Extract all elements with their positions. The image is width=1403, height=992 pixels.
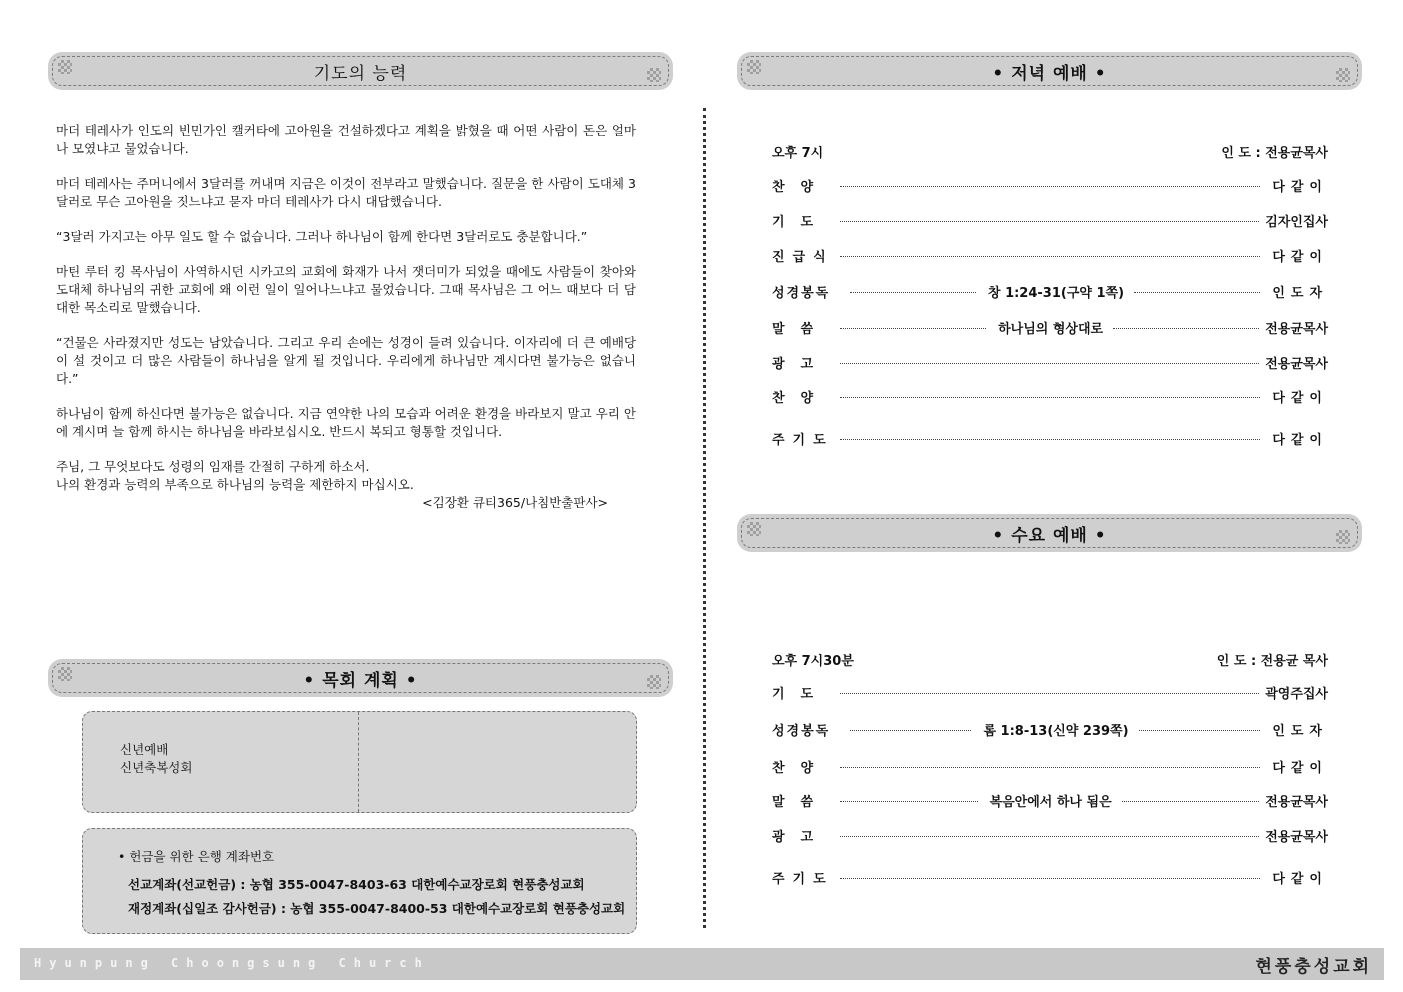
order-value: 다같이 bbox=[1272, 433, 1328, 448]
order-row bbox=[772, 868, 1328, 887]
order-label: 광고 bbox=[772, 830, 830, 845]
wednesday-service-title: • 수요 예배 • bbox=[992, 525, 1107, 546]
service-time: 오후 7시 bbox=[772, 146, 824, 161]
prayer-paragraph: “건물은 사라졌지만 성도는 남았습니다. 그리고 우리 손에는 성경이 들려 있습니다. 이자리에 더 큰 예배당이 설 것이고 더 많은 사람들이 하나님을 알게 될 것입니다. 우리에게 하나님만 계시다면 불가능은 없습니다.” bbox=[56, 335, 636, 386]
service-leader: 인 도 : 전용균목사 bbox=[1221, 146, 1328, 161]
order-row bbox=[772, 211, 1328, 230]
plan-title: • 목회 계획 • bbox=[303, 670, 418, 691]
prayer-section-header bbox=[48, 52, 673, 90]
order-label: 성경봉독 bbox=[772, 286, 831, 301]
sermon-title: 복음안에서 하나 됨은 bbox=[989, 795, 1112, 810]
plan-item: 신년축복성회 bbox=[120, 760, 193, 775]
finance-account: 재정계좌(십일조 감사헌금) : 농협 355-0047-8400-53 대한예수교장로회 현풍충성교회 bbox=[128, 901, 626, 916]
order-value: 김자인집사 bbox=[1265, 215, 1328, 230]
service-leader: 인 도 : 전용균 목사 bbox=[1216, 654, 1328, 669]
prayer-closing bbox=[56, 458, 636, 494]
evening-service-order bbox=[772, 142, 1328, 452]
order-label: 기도 bbox=[772, 215, 830, 230]
order-label: 광고 bbox=[772, 357, 830, 372]
bank-header: • 헌금을 위한 은행 계좌번호 bbox=[118, 849, 275, 864]
order-row bbox=[772, 176, 1328, 195]
order-row bbox=[772, 282, 1328, 301]
prayer-article bbox=[56, 122, 636, 529]
order-row bbox=[772, 246, 1328, 265]
prayer-paragraph: 마더 테레사는 주머니에서 3달러를 꺼내며 지금은 이것이 전부라고 말했습니다. 질문을 한 사람이 도대체 3달러로 무슨 고아원을 짓느냐고 묻자 마더 테레사가 다시 대답했습니다. bbox=[56, 176, 636, 209]
order-label: 기도 bbox=[772, 687, 830, 702]
bank-account-box bbox=[82, 828, 637, 934]
sermon-title: 하나님의 형상대로 bbox=[998, 322, 1104, 337]
footer-church-logo: 현풍충성교회 bbox=[1255, 957, 1372, 977]
order-value: 곽영주집사 bbox=[1265, 687, 1328, 702]
prayer-paragraph: 마틴 루터 킹 목사님이 사역하시던 시카고의 교회에 화재가 나서 잿더미가 되었을 때에도 사람들이 찾아와 도대체 하나님의 귀한 교회에 왜 이런 일이 일어나느냐고 물었습니다. 그때 목사님은 그 어느 때보다 더 담대한 목소리로 말했습니다. bbox=[56, 264, 636, 315]
scripture-reference: 롬 1:8-13(신약 239쪽) bbox=[983, 724, 1129, 739]
order-label: 찬양 bbox=[772, 391, 830, 406]
plan-section-header bbox=[48, 659, 673, 697]
closing-line-1: 주님, 그 무엇보다도 성령의 임재를 간절히 구하게 하소서. bbox=[56, 459, 370, 474]
prayer-source: <김장환 큐티365/나침반출판사> bbox=[422, 495, 608, 510]
evening-service-title: • 저녁 예배 • bbox=[992, 63, 1107, 84]
order-label: 진급식 bbox=[772, 250, 834, 265]
order-value: 전용균목사 bbox=[1265, 830, 1328, 845]
service-time: 오후 7시30분 bbox=[772, 654, 854, 669]
order-row bbox=[772, 720, 1328, 739]
order-label: 말씀 bbox=[772, 795, 830, 810]
prayer-paragraph: 마더 테레사가 인도의 빈민가인 캘커타에 고아원을 건설하겠다고 계획을 밝혔을 때 어떤 사람이 돈은 얼마나 모였냐고 물었습니다. bbox=[56, 123, 636, 156]
order-value: 인도자 bbox=[1272, 724, 1328, 739]
order-row bbox=[772, 353, 1328, 372]
order-value: 인도자 bbox=[1272, 286, 1329, 301]
order-row bbox=[772, 826, 1328, 845]
order-value: 다같이 bbox=[1272, 761, 1328, 776]
order-row bbox=[772, 318, 1328, 337]
order-value: 전용균목사 bbox=[1265, 357, 1328, 372]
evening-service-header bbox=[737, 52, 1362, 90]
order-value: 전용균목사 bbox=[1265, 322, 1329, 337]
plan-schedule-box bbox=[82, 711, 637, 813]
order-value: 다같이 bbox=[1272, 180, 1328, 195]
order-value: 전용균목사 bbox=[1265, 795, 1328, 810]
order-row bbox=[772, 757, 1328, 776]
order-label: 주기도 bbox=[772, 872, 834, 887]
prayer-title: 기도의 능력 bbox=[313, 63, 408, 84]
closing-line-2: 나의 환경과 능력의 부족으로 하나님의 능력을 제한하지 마십시오. bbox=[56, 477, 414, 492]
wednesday-service-header bbox=[737, 514, 1362, 552]
evening-time-row bbox=[772, 142, 1328, 161]
order-label: 주기도 bbox=[772, 433, 834, 448]
order-row bbox=[772, 683, 1328, 702]
footer-english-name: Hyunpung Choongsung Church bbox=[34, 956, 430, 970]
order-value: 다같이 bbox=[1272, 872, 1328, 887]
scripture-reference: 창 1:24-31(구약 1쪽) bbox=[987, 286, 1125, 301]
order-value: 다같이 bbox=[1272, 250, 1328, 265]
footer-bar bbox=[20, 948, 1384, 980]
order-label: 말씀 bbox=[772, 322, 830, 337]
wednesday-time-row bbox=[772, 650, 1328, 669]
column-divider bbox=[703, 108, 706, 928]
order-row bbox=[772, 791, 1328, 810]
order-value: 다같이 bbox=[1272, 391, 1328, 406]
plan-item: 신년예배 bbox=[120, 742, 169, 757]
order-row bbox=[772, 387, 1328, 406]
wednesday-service-order bbox=[772, 650, 1328, 890]
prayer-paragraph: 하나님이 함께 하신다면 불가능은 없습니다. 지금 연약한 나의 모습과 어려운 환경을 바라보지 말고 우리 안에 계시며 늘 함께 하시는 하나님을 바라보십시오. 반드시 복되고 형통할 것입니다. bbox=[56, 406, 636, 439]
prayer-paragraph: “3달러 가지고는 아무 일도 할 수 없습니다. 그러나 하나님이 함께 한다면 3달러로도 충분합니다.” bbox=[56, 229, 588, 244]
plan-items bbox=[120, 741, 192, 777]
mission-account: 선교계좌(선교헌금) : 농협 355-0047-8403-63 대한예수교장로회 현풍충성교회 bbox=[128, 877, 585, 892]
order-row bbox=[772, 429, 1328, 448]
schedule-divider bbox=[358, 712, 359, 812]
order-label: 찬양 bbox=[772, 180, 830, 195]
order-label: 성경봉독 bbox=[772, 724, 831, 739]
order-label: 찬양 bbox=[772, 761, 830, 776]
